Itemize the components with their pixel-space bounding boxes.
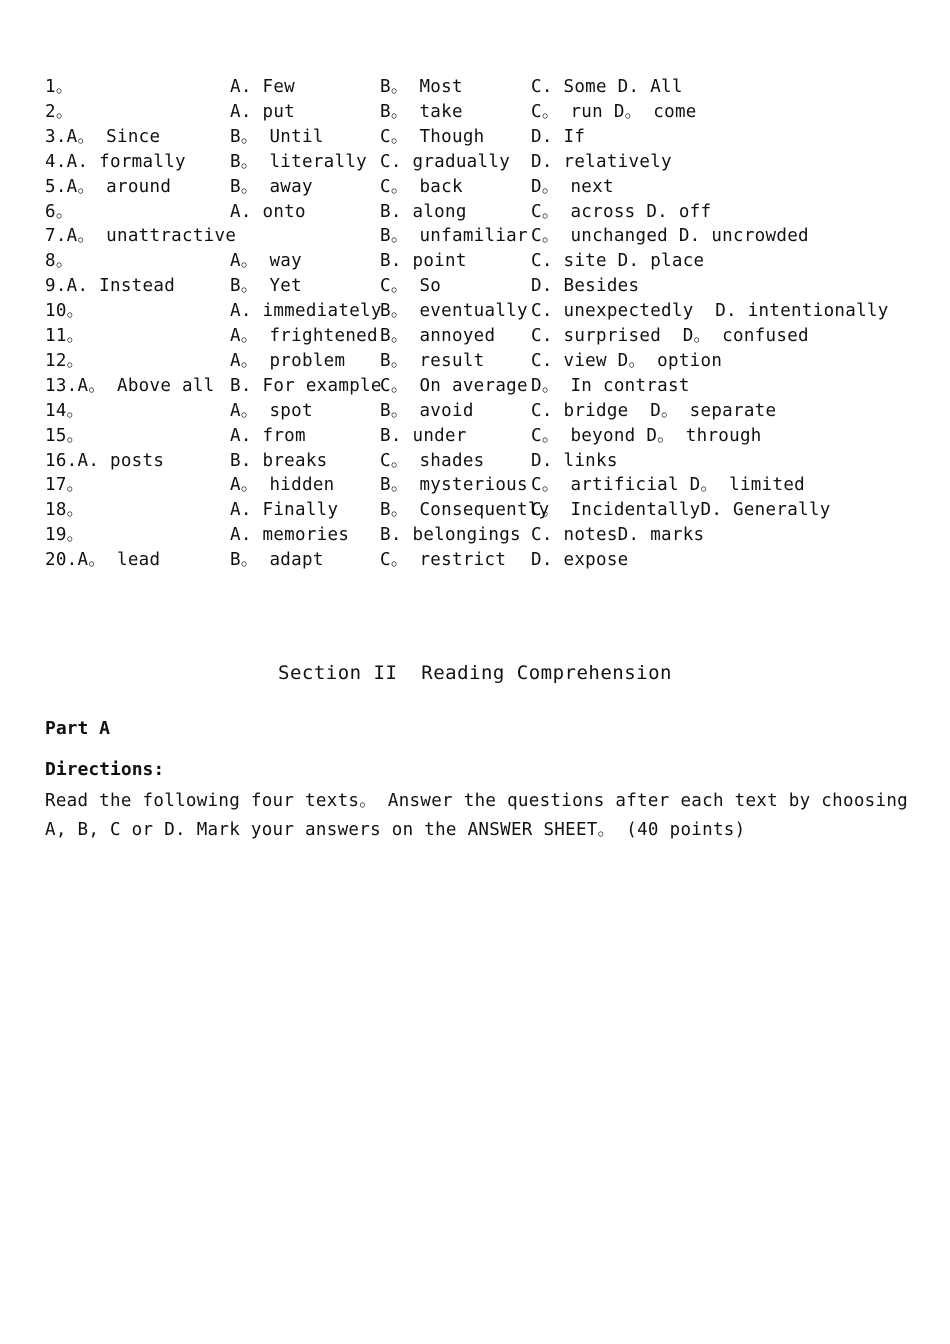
option-cell: B. belongings [380,525,521,546]
directions-label: Directions: [45,759,165,780]
option-cell: B. along [380,201,467,222]
question-number-cell: 11。 [45,326,85,346]
option-cell: A. from [230,425,306,446]
option-cell: A. put [230,101,296,122]
question-number-cell: 12。 [45,350,85,371]
section-title: Section II Reading Comprehension [278,662,672,684]
option-cell: B。 eventually [380,301,528,322]
option-cell: C。 back [380,176,463,197]
question-number-cell: 6。 [45,201,74,222]
part-label: Part A [45,718,111,739]
option-cell: A。 problem [230,350,346,371]
option-cell: A. Few [230,77,296,97]
option-cell: C. gradually [380,151,511,172]
question-number-cell: 5.A。 around [45,176,172,197]
option-cell: D。 next [531,176,614,197]
option-cell: C。 Though [380,126,485,147]
question-number-cell: 13.A。 Above all [45,375,215,396]
option-cell: C。 artificial D。 limited [531,475,805,496]
option-cell: B。 take [380,101,463,122]
option-cell: B。 Consequently [380,500,550,521]
option-cell: B. For example [230,375,382,396]
question-number-cell: 1。 [45,77,74,97]
option-cell: B。 adapt [230,550,324,571]
option-cell: A. immediately [230,301,382,322]
directions-text [45,787,915,845]
option-cell: B。 annoyed [380,326,496,346]
option-cell: A. memories [230,525,350,546]
option-cell: D。 In contrast [531,375,690,396]
option-cell: B。 avoid [380,400,474,421]
option-cell: A. Finally [230,500,339,521]
directions-line: Read the following four texts。 Answer the questions after each text by choosing [45,791,908,811]
option-cell: B。 Until [230,126,324,147]
option-cell: A。 way [230,251,302,272]
option-cell: C。 IncidentallyD. Generally [531,500,831,521]
option-cell: A。 frightened [230,326,378,346]
option-cell: B. breaks [230,450,328,471]
question-number-cell: 2。 [45,101,74,122]
question-number-cell: 8。 [45,251,74,272]
question-number-cell: 17。 [45,475,85,496]
option-cell: D. If [531,126,586,147]
question-number-cell: 10。 [45,301,85,322]
question-number-cell: 15。 [45,425,85,446]
option-cell: B。 result [380,350,485,371]
option-cell: C。 beyond D。 through [531,425,762,446]
option-cell: C。 shades [380,450,485,471]
directions-line: A, B, C or D. Mark your answers on the ANSWER SHEET。 (40 points) [45,820,746,840]
option-cell: B。 Yet [230,276,302,297]
option-cell: B. under [380,425,467,446]
question-number-cell: 20.A。 lead [45,550,161,571]
option-cell: B. point [380,251,467,272]
option-cell: D. links [531,450,618,471]
option-cell: C. view D。 option [531,350,723,371]
option-cell: C。 restrict [380,550,507,571]
question-number-cell: 9.A. Instead [45,276,176,297]
option-cell: B。 away [230,176,313,197]
option-cell: A. onto [230,201,306,222]
question-number-cell: 18。 [45,500,85,521]
option-cell: C。 On average [380,375,528,396]
option-cell: C. notesD. marks [531,525,705,546]
option-cell: D. expose [531,550,629,571]
option-cell: A。 spot [230,400,313,421]
option-cell: C. bridge D。 separate [531,400,777,421]
option-cell: C。 So [380,276,442,297]
option-cell: C。 unchanged D. uncrowded [531,226,809,247]
option-cell: C. surprised D。 confused [531,326,809,346]
option-cell: C. Some D. All [531,77,683,97]
option-cell: B。 Most [380,77,463,97]
option-cell: D. Besides [531,276,640,297]
question-number-cell: 14。 [45,400,85,421]
option-cell: C。 across D. off [531,201,712,222]
option-cell: A。 hidden [230,475,335,496]
question-number-cell: 7.A。 unattractive [45,226,237,247]
question-number-cell: 19。 [45,525,85,546]
option-cell: C。 run D。 come [531,101,697,122]
option-cell: B。 mysterious [380,475,528,496]
question-number-cell: 3.A。 Since [45,126,161,147]
option-cell: C. unexpectedly D. intentionally [531,301,889,322]
question-number-cell: 16.A. posts [45,450,165,471]
option-cell: B。 unfamiliar [380,226,528,247]
option-cell: B。 literally [230,151,367,172]
option-cell: D. relatively [531,151,672,172]
question-number-cell: 4.A. formally [45,151,186,172]
option-cell: C. site D. place [531,251,705,272]
